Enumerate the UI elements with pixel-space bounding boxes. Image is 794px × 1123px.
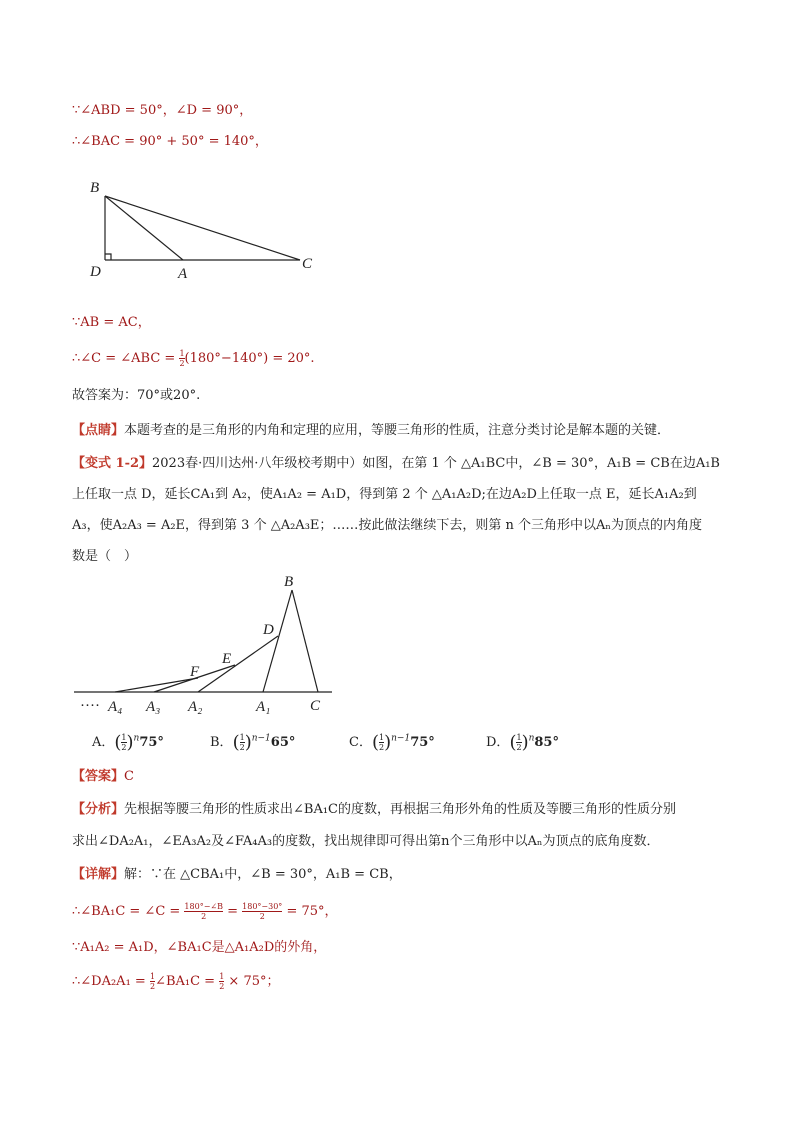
solution-line-3: ∵AB = AC， — [72, 315, 151, 330]
option-a[interactable]: A．( $\frac{1}{2}$ )$^n$75° — [92, 732, 164, 753]
label-a4: A₄ — [108, 699, 123, 715]
label-a1: A₁ — [256, 699, 271, 715]
bianshi-line-3: A₃，使A₂A₃ = A₂E，得到第 3 个 △A₂A₃E；……按此做法继续下去，则第 n 个三角形中以Aₙ为顶点的内角度 — [72, 518, 703, 533]
fenxi-line-1: 【分析】先根据等腰三角形的性质求出∠BA₁C的度数，再根据三角形外角的性质及等腰三角形的性质分别 — [72, 802, 677, 817]
solution-line-5: 故答案为：70°或20°. — [72, 388, 201, 403]
segment-fa4 — [115, 678, 198, 692]
label-f: F — [190, 664, 200, 680]
xiangjie-line-4: ∴∠DA₂A₁ = $\frac{1}{2}$ ∠BA₁C = $\frac{1}{2}$ × 75°； — [72, 972, 280, 991]
segment-ba1 — [263, 590, 292, 692]
solution-line-4: ∴∠C = ∠ABC = $\frac{1}{2}$ (180°−140°) = 20°. — [72, 349, 315, 368]
label-a2: A₂ — [188, 699, 203, 715]
right-angle-mark — [105, 254, 111, 260]
segment-bc — [292, 590, 318, 692]
solution-line-2: ∴∠BAC = 90° + 50° = 140°， — [72, 134, 268, 149]
label-e: E — [222, 651, 232, 667]
option-d[interactable]: D．( $\frac{1}{2}$ )$^n$85° — [486, 732, 559, 753]
answer-line: 【答案】C — [72, 769, 134, 784]
label-d: D — [263, 622, 274, 638]
label-dots: ···· — [80, 698, 100, 714]
solution-line-1: ∵∠ABD = 50°，∠D = 90°， — [72, 103, 253, 118]
xiangjie-line-2: ∴∠BA₁C = ∠C = $\frac{180^\circ-\angle B}{2}$ = $\frac{180^\circ-30^\circ}{2}$ = 75°， — [72, 902, 338, 921]
label-d: D — [90, 264, 101, 280]
bianshi-line-2: 上任取一点 D，延长CA₁到 A₂，使A₁A₂ = A₁D，得到第 2 个 △A₁A₂D;在边A₂D上任取一点 E，延长A₁A₂到 — [72, 487, 697, 502]
label-c: C — [302, 256, 313, 272]
segment-ba — [105, 196, 183, 260]
label-c: C — [310, 698, 321, 714]
segment-bc — [105, 196, 300, 260]
dianjing-line: 【点睛】本题考查的是三角形的内角和定理的应用，等腰三角形的性质，注意分类讨论是解本题的关键． — [72, 423, 671, 438]
label-a: A — [178, 266, 188, 282]
label-a3: A₃ — [146, 699, 161, 715]
fenxi-line-2: 求出∠DA₂A₁，∠EA₃A₂及∠FA₄A₃的度数，找出规律即可得出第n个三角形中以Aₙ为顶点的底角度数． — [72, 834, 660, 849]
triangle-figure-2 — [70, 570, 340, 720]
bianshi-line-4: 数是（ ） — [72, 549, 138, 564]
xiangjie-line-1: 【详解】解：∵在 △CBA₁中，∠B = 30°，A₁B = CB， — [72, 867, 402, 882]
label-b: B — [90, 180, 100, 196]
triangle-figure-1 — [80, 170, 330, 285]
label-b: B — [284, 574, 294, 590]
xiangjie-line-3: ∵A₁A₂ = A₁D，∠BA₁C是△A₁A₂D的外角， — [72, 940, 327, 955]
option-c[interactable]: C．( $\frac{1}{2}$ )$^{n-1}$75° — [349, 732, 435, 753]
bianshi-line-1: 【变式 1-2】2023春·四川达州·八年级校考期中）如图，在第 1 个 △A₁BC中，∠B = 30°，A₁B = CB在边A₁B — [72, 456, 720, 471]
option-b[interactable]: B．( $\frac{1}{2}$ )$^{n-1}$65° — [210, 732, 296, 753]
